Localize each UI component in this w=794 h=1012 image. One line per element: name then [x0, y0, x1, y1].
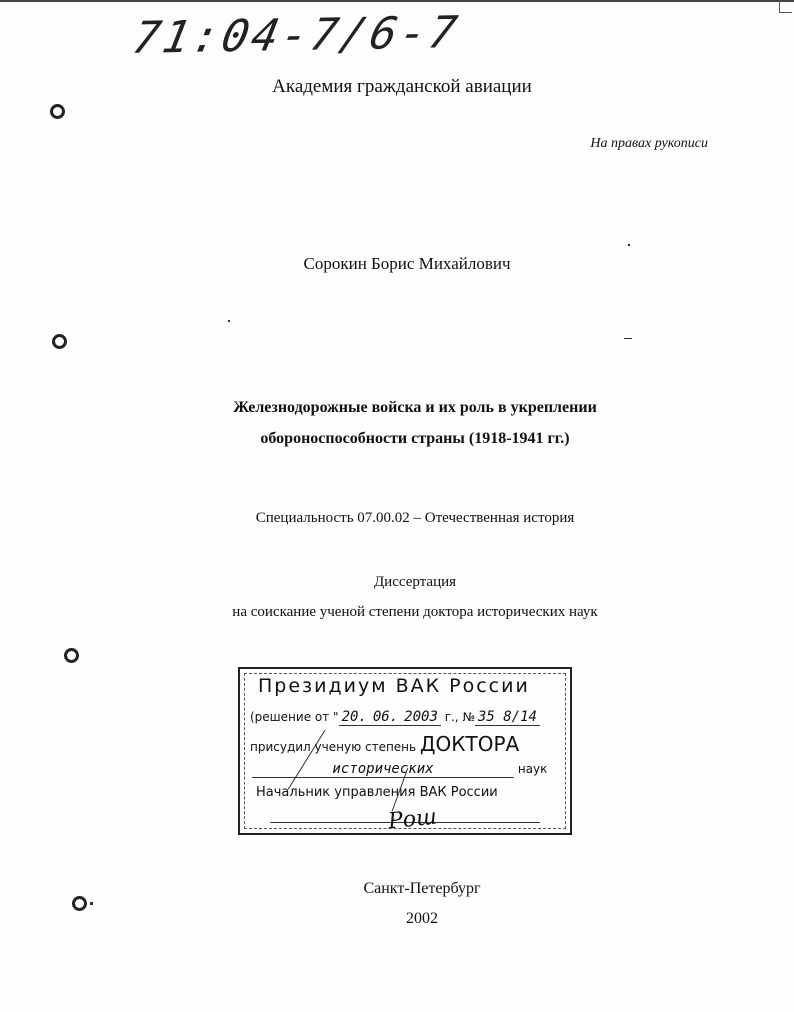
stamp-chief-line: Начальник управления ВАК России	[256, 785, 498, 800]
decision-date-year: 2003	[401, 709, 441, 726]
handwritten-signature: Рош	[386, 804, 439, 835]
decision-year-suffix: г., №	[440, 710, 475, 724]
specialty-line: Специальность 07.00.02 – Отечественная история	[255, 510, 575, 526]
author-name: Сорокин Борис Михайлович	[303, 254, 511, 273]
corner-mark	[779, 0, 792, 13]
field-handwritten: исторических	[252, 761, 514, 778]
vak-approval-stamp	[238, 667, 572, 835]
decision-number: 35 8/14	[475, 709, 540, 726]
punch-hole-icon	[52, 334, 67, 349]
stamp-awarded-line	[250, 732, 519, 756]
scan-speck	[624, 338, 632, 339]
scan-speck	[90, 902, 93, 905]
stamp-decision-line	[250, 709, 540, 725]
title-line-2: обороноспособности страны (1918-1941 гг.)	[260, 430, 570, 447]
degree-label: ДОКТОРА	[419, 732, 520, 756]
punch-hole-icon	[50, 104, 65, 119]
decision-prefix: (решение от "	[250, 710, 339, 724]
scan-speck	[628, 244, 630, 246]
title-line-1: Железнодорожные войска и их роль в укреплении	[233, 399, 597, 416]
stamp-title: Президиум ВАК России	[258, 675, 530, 697]
dissertation-line-1: Диссертация	[373, 574, 457, 590]
decision-date-day: 20.	[339, 709, 370, 726]
punch-hole-icon	[72, 896, 87, 911]
manuscript-rights-note: На правах рукописи	[590, 136, 708, 151]
punch-hole-icon	[64, 648, 79, 663]
awarded-prefix: присудил ученую степень	[250, 740, 420, 754]
decision-date-month: 06.	[370, 709, 401, 726]
dissertation-line-2: на соискание ученой степени доктора исторических наук	[232, 604, 598, 620]
field-suffix: наук	[514, 762, 548, 776]
scan-speck	[228, 320, 230, 322]
dissertation-type	[0, 567, 794, 627]
dissertation-title	[0, 392, 794, 454]
institution-name: Академия гражданской авиации	[272, 76, 532, 97]
publication-year: 2002	[406, 910, 438, 927]
archive-code-handwritten: 71:04-7/6-7	[128, 7, 464, 64]
city-name: Санкт-Петербург	[363, 880, 481, 897]
